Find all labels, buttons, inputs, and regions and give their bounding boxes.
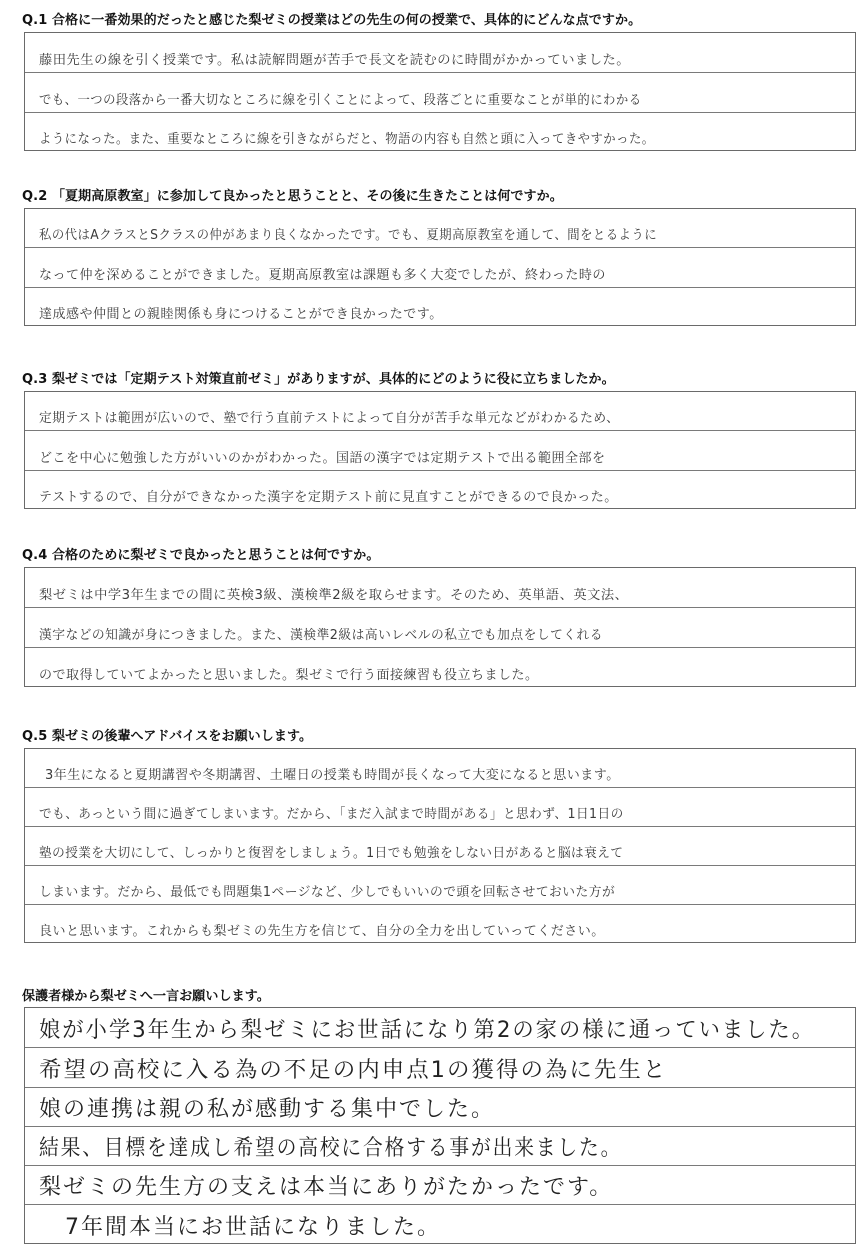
answer-line bbox=[25, 209, 855, 248]
handwritten-text: 7年間本当にお世話になりました。 bbox=[65, 1215, 441, 1240]
answer-line bbox=[25, 1127, 855, 1166]
handwritten-text: しまいます。だから、最低でも問題集1ページなど、少しでもいいので頭を回転させておいた方が bbox=[39, 885, 616, 900]
answer-line bbox=[25, 113, 855, 151]
parent-comment-title: 保護者様から梨ゼミへ一言お願いします。 bbox=[22, 989, 270, 1004]
question-4-title: Q.4 合格のために梨ゼミで良かったと思うことは何ですか。 bbox=[22, 548, 380, 563]
answer-line bbox=[25, 749, 855, 788]
answer-line bbox=[25, 73, 855, 113]
answer-3-box bbox=[24, 391, 856, 509]
answer-line bbox=[25, 288, 855, 326]
answer-line bbox=[25, 866, 855, 905]
answer-line bbox=[25, 1008, 855, 1048]
answer-line bbox=[25, 248, 855, 288]
answer-line bbox=[25, 1088, 855, 1127]
answer-line bbox=[25, 788, 855, 827]
handwritten-text: なって仲を深めることができました。夏期高原教室は課題も多く大変でしたが、終わった時の bbox=[39, 268, 606, 283]
handwritten-text: 3年生になると夏期講習や冬期講習、土曜日の授業も時間が長くなって大変になると思います。 bbox=[45, 768, 620, 783]
answer-line bbox=[25, 905, 855, 943]
answer-line bbox=[25, 1205, 855, 1244]
answer-4-box bbox=[24, 567, 856, 687]
answer-line bbox=[25, 33, 855, 73]
answer-line bbox=[25, 648, 855, 687]
parent-comment-box bbox=[24, 1007, 856, 1244]
answer-1-box bbox=[24, 32, 856, 151]
handwritten-text: 良いと思います。これからも梨ゼミの先生方を信じて、自分の全力を出していってください。 bbox=[39, 924, 605, 939]
answer-line bbox=[25, 827, 855, 866]
handwritten-text: 達成感や仲間との親睦関係も身につけることができ良かったです。 bbox=[39, 307, 443, 322]
handwritten-text: でも、一つの段落から一番大切なところに線を引くことによって、段落ごとに重要なことが単的にわかる bbox=[39, 93, 642, 108]
handwritten-text: 藤田先生の線を引く授業です。私は読解問題が苦手で長文を読むのに時間がかかっていました。 bbox=[39, 53, 631, 68]
handwritten-text: 梨ゼミの先生方の支えは本当にありがたかったです。 bbox=[39, 1175, 614, 1200]
handwritten-text: 定期テストは範囲が広いので、塾で行う直前テストによって自分が苦手な単元などがわかるため、 bbox=[39, 411, 620, 426]
handwritten-text: でも、あっという間に過ぎてしまいます。だから、「まだ入試まで時間がある」と思わず、1日1日の bbox=[39, 807, 624, 822]
answer-2-box bbox=[24, 208, 856, 326]
handwritten-text: 漢字などの知識が身につきました。また、漢検準2級は高いレベルの私立でも加点をしてくれる bbox=[39, 628, 604, 643]
handwritten-text: 梨ゼミは中学3年生までの間に英検3級、漢検準2級を取らせます。そのため、英単語、英文法、 bbox=[39, 588, 629, 603]
handwritten-text: 結果、目標を達成し希望の高校に合格する事が出来ました。 bbox=[39, 1136, 623, 1161]
answer-line bbox=[25, 431, 855, 471]
question-2-title: Q.2 「夏期高原教室」に参加して良かったと思うことと、その後に生きたことは何ですか。 bbox=[22, 189, 563, 204]
handwritten-text: 塾の授業を大切にして、しっかりと復習をしましょう。1日でも勉強をしない日があると脳は衰えて bbox=[39, 846, 624, 861]
handwritten-text: ので取得していてよかったと思いました。梨ゼミで行う面接練習も役立ちました。 bbox=[39, 668, 539, 683]
question-1-title: Q.1 合格に一番効果的だったと感じた梨ゼミの授業はどの先生の何の授業で、具体的にどんな点ですか。 bbox=[22, 13, 642, 28]
handwritten-text: どこを中心に勉強した方がいいのかがわかった。国語の漢字では定期テストで出る範囲全部を bbox=[39, 451, 606, 466]
answer-line bbox=[25, 1048, 855, 1088]
answer-line bbox=[25, 471, 855, 509]
answer-line bbox=[25, 392, 855, 431]
handwritten-text: 私の代はAクラスとSクラスの仲があまり良くなかったです。でも、夏期高原教室を通して、間をとるように bbox=[39, 228, 658, 243]
question-5-title: Q.5 梨ゼミの後輩へアドバイスをお願いします。 bbox=[22, 729, 313, 744]
handwritten-text: 娘が小学3年生から梨ゼミにお世話になり第2の家の様に通っていました。 bbox=[39, 1018, 815, 1043]
handwritten-text: ようになった。また、重要なところに線を引きながらだと、物語の内容も自然と頭に入ってきやすかった。 bbox=[39, 132, 655, 147]
answer-line bbox=[25, 568, 855, 608]
answer-line bbox=[25, 608, 855, 648]
answer-line bbox=[25, 1166, 855, 1205]
handwritten-text: 希望の高校に入る為の不足の内申点1の獲得の為に先生と bbox=[39, 1058, 668, 1083]
handwritten-text: テストするので、自分ができなかった漢字を定期テスト前に見直すことができるので良かった。 bbox=[39, 490, 618, 505]
answer-5-box bbox=[24, 748, 856, 943]
question-3-title: Q.3 梨ゼミでは「定期テスト対策直前ゼミ」がありますが、具体的にどのように役に立ちましたか。 bbox=[22, 372, 615, 387]
handwritten-text: 娘の連携は親の私が感動する集中でした。 bbox=[39, 1097, 496, 1122]
